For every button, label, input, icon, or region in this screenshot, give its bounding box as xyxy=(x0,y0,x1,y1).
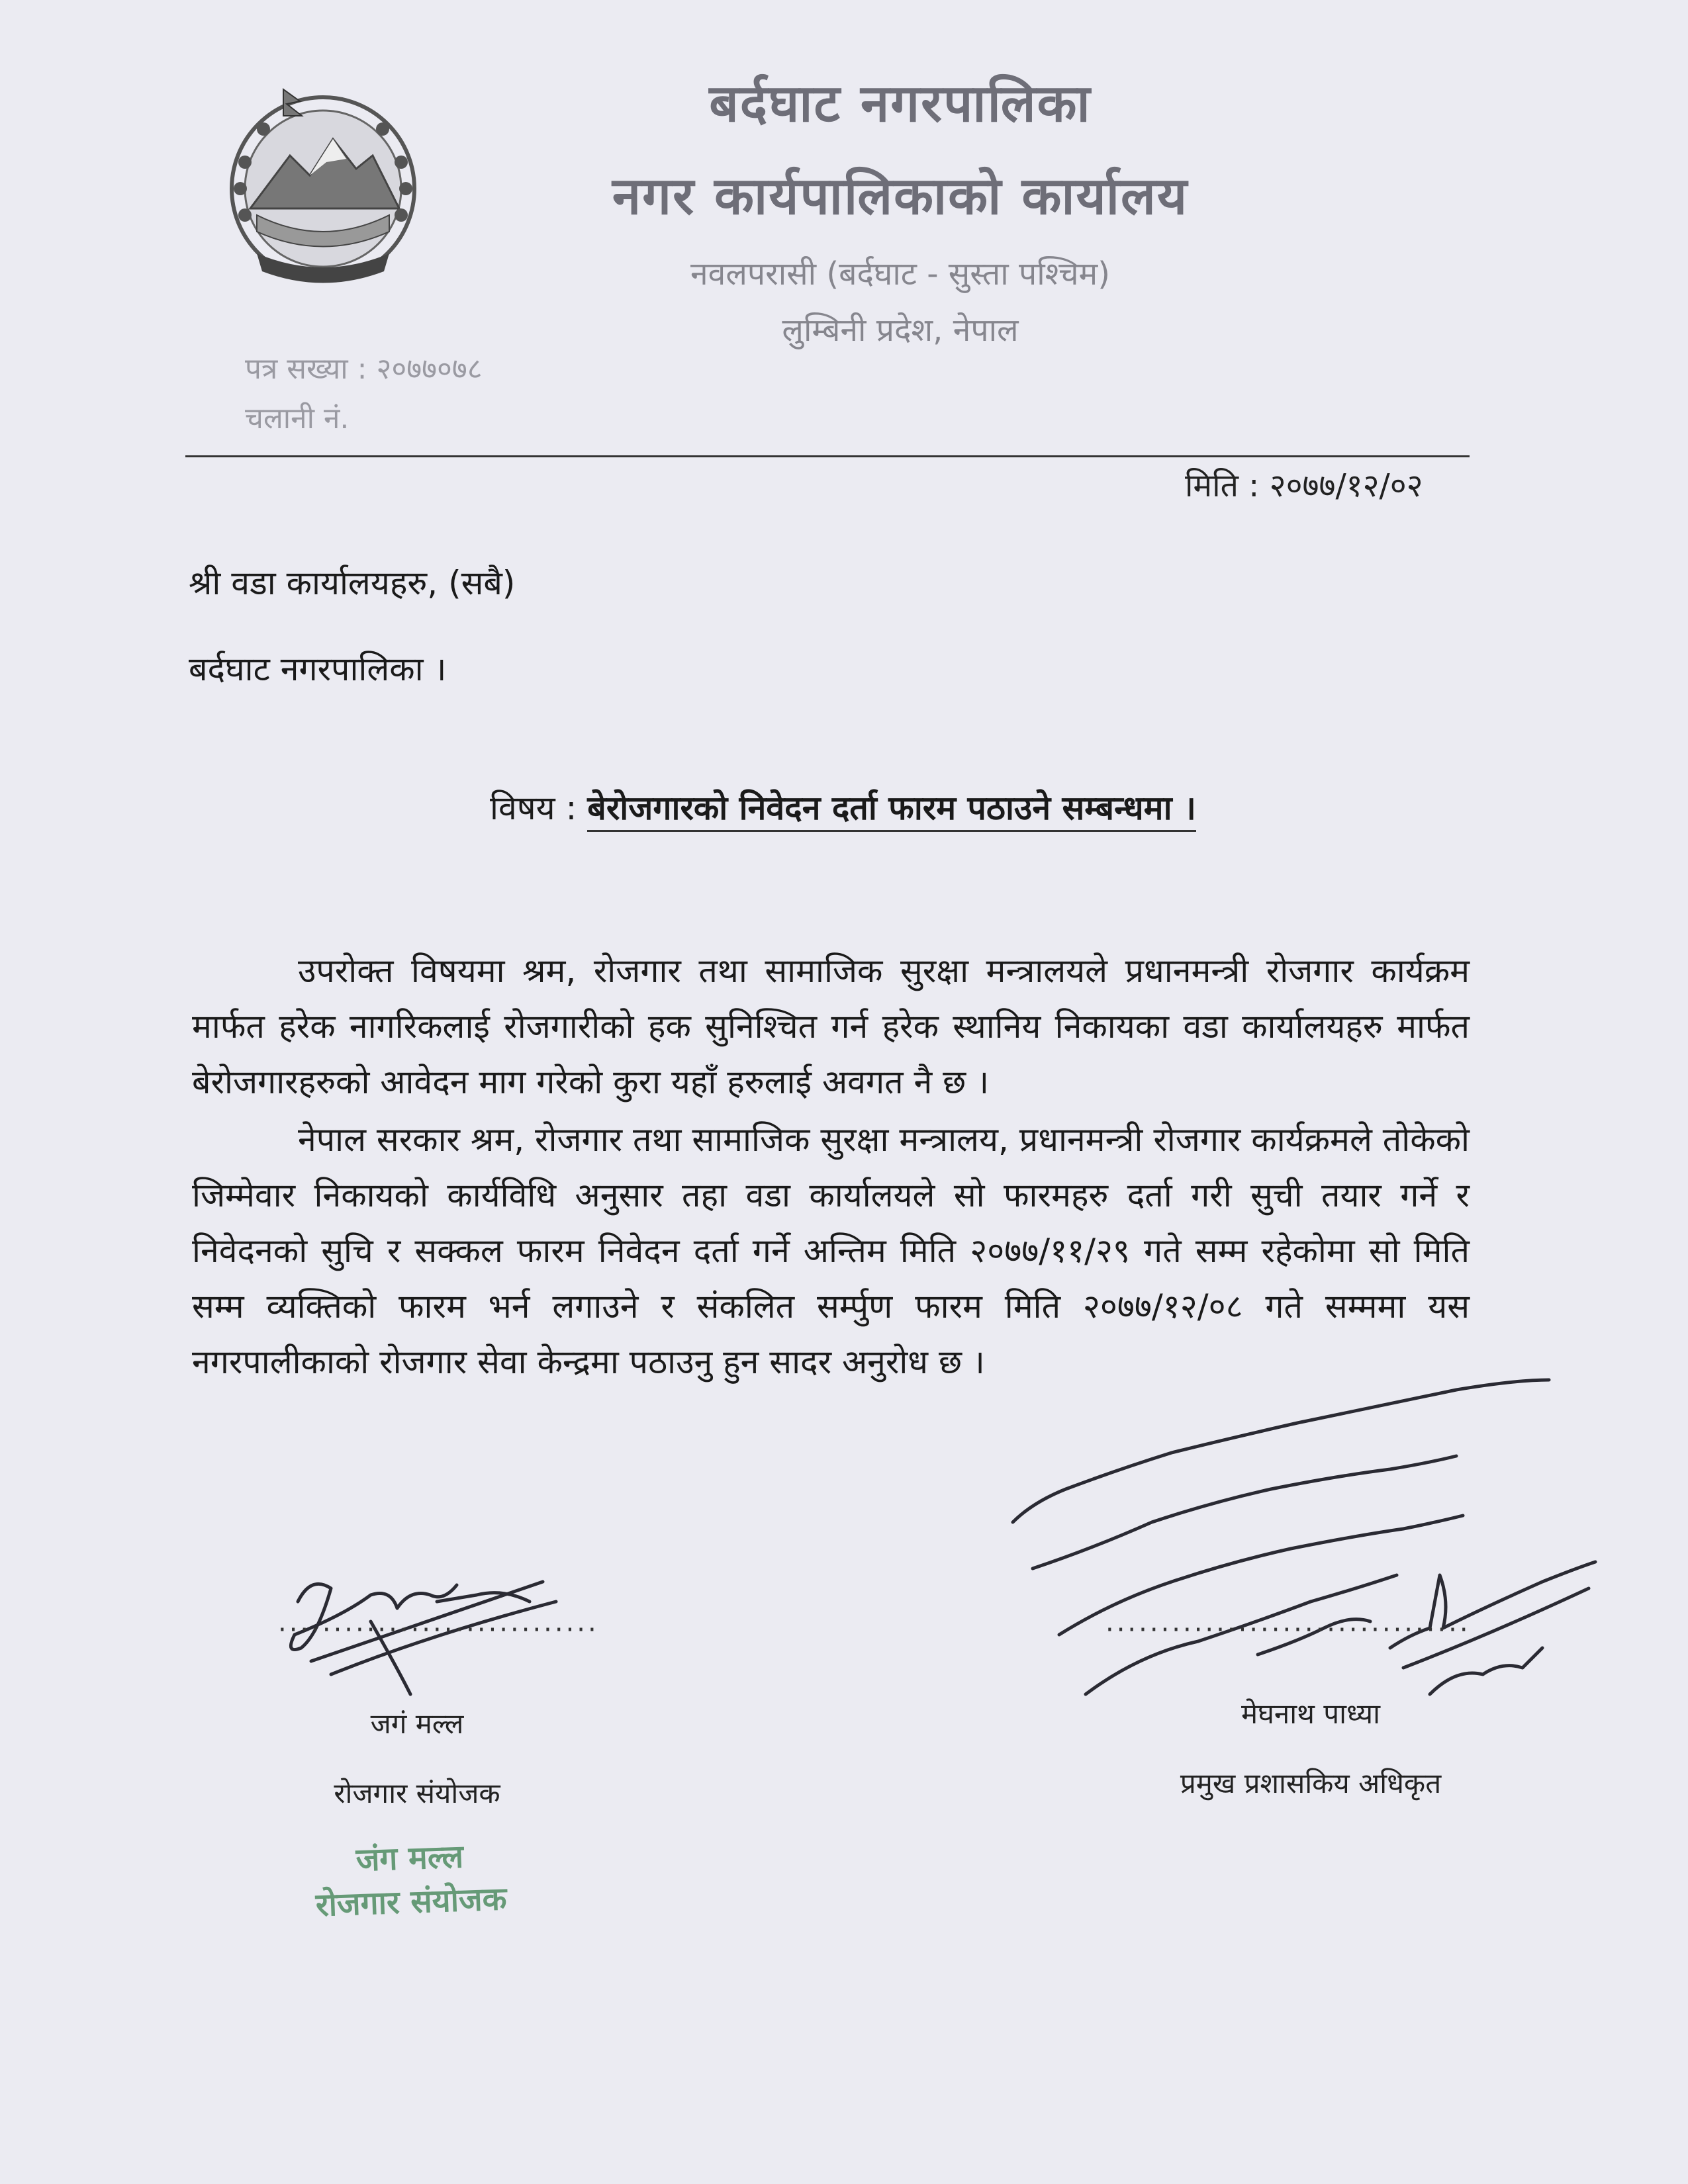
nepal-emblem-icon xyxy=(211,83,436,295)
municipality-name: बर्दघाट नगरपालिका xyxy=(709,74,1092,134)
body-paragraph-2: नेपाल सरकार श्रम, रोजगार तथा सामाजिक सुरक्षा मन्त्रालय, प्रधानमन्त्री रोजगार कार्यक्रमले तोकेको जिम्मेवार निकायको कार्यविधि अनुसार तहा वडा कार्यालयले सो फारमहरु दर्ता गरी सुची तयार गर्ने र निवेदनको सुचि र सक्कल फारम निवेदन दर्ता गर्ने अन्तिम मिति २०७७/११/२९ गते सम्म रहेकोमा सो मिति सम्म व्यक्तिको फारम भर्न लगाउने र संकलित सर्म्पुण फारम मिति २०७७/१२/०८ गते सम्ममा यस नगरपालीकाको रोजगार सेवा केन्द्रमा पठाउनु हुन सादर अनुरोध छ । xyxy=(192,1120,1470,1381)
left-signatory-name: जगं मल्ल xyxy=(370,1707,464,1740)
right-signatory-title: प्रमुख प्रशासकिय अधिकृत xyxy=(1180,1767,1442,1800)
right-signatory-name: मेघनाथ पाध्या xyxy=(1241,1698,1381,1730)
stamp-line-2: रोजगार संयोजक xyxy=(314,1880,508,1925)
subject-line xyxy=(490,784,1196,829)
green-stamp xyxy=(250,1831,571,1930)
subject-text: बेरोजगारको निवेदन दर्ता फारम पठाउने सम्बन्धमा । xyxy=(587,789,1196,832)
letter-number: पत्र सख्या : २०७७०७८ xyxy=(245,352,483,386)
addressee-line-2: बर्दघाट नगरपालिका । xyxy=(189,650,447,688)
left-signature-line: ····························· xyxy=(278,1615,599,1645)
header-divider xyxy=(185,455,1470,457)
addressee-line-1: श्री वडा कार्यालयहरु, (सबै) xyxy=(189,564,516,602)
office-name: नगर कार्यपालिकाको कार्यालय xyxy=(612,167,1189,226)
province-line: लुम्बिनी प्रदेश, नेपाल xyxy=(782,312,1019,349)
left-signatory-title: रोजगार संयोजक xyxy=(334,1777,500,1810)
right-signature-line: ································· xyxy=(1105,1615,1471,1645)
letter-date: मिति : २०७७/१२/०२ xyxy=(1185,467,1423,504)
right-signatory xyxy=(1079,1698,1542,1837)
body-paragraph-1: उपरोक्त विषयमा श्रम, रोजगार तथा सामाजिक सुरक्षा मन्त्रालयले प्रधानमन्त्री रोजगार कार्यक्रम मार्फत हरेक नागरिकलाई रोजगारीको हक सुनिश्चित गर्न हरेक स्थानिय निकायका वडा कार्यालयहरु मार्फत बेरोजगारहरुको आवेदन माग गरेको कुरा यहाँ हरुलाई अवगत नै छ । xyxy=(192,952,1470,1101)
left-signatory xyxy=(278,1707,556,1847)
district-line: नवलपरासी (बर्दघाट - सुस्ता पश्चिम) xyxy=(690,255,1110,293)
stamp-line-1: जंग मल्ल xyxy=(355,1838,464,1879)
dispatch-number: चलानी नं. xyxy=(245,402,350,435)
subject-label: विषय : xyxy=(490,789,577,827)
